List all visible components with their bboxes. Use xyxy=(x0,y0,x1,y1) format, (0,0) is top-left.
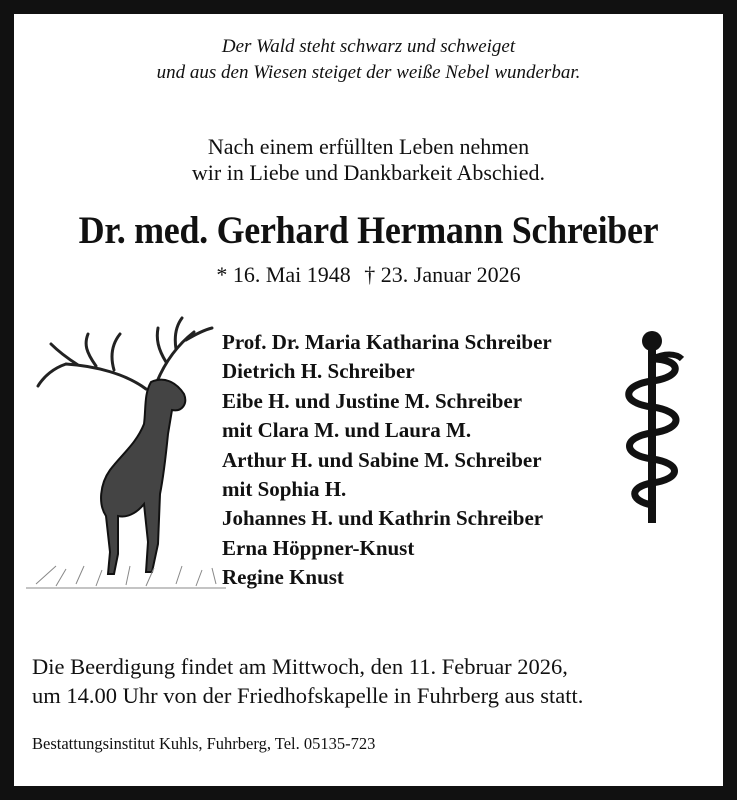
motto-poem xyxy=(14,34,723,86)
motto-line-2: und aus den Wiesen steiget der weiße Nebel wunderbar. xyxy=(156,62,581,83)
mourner-name: Arthur H. und Sabine M. Schreiber xyxy=(222,447,542,472)
intro-line-1: Nach einem erfüllten Leben nehmen xyxy=(207,134,530,159)
death-date: † 23. Januar 2026 xyxy=(364,262,521,287)
mourner-name: Erna Höppner-Knust xyxy=(222,535,415,560)
mourner-name: mit Clara M. und Laura M. xyxy=(222,418,472,443)
mourner-name: Johannes H. und Kathrin Schreiber xyxy=(222,506,544,531)
stag-icon xyxy=(26,304,226,604)
intro-line-2: wir in Liebe und Dankbarkeit Abschied. xyxy=(191,160,546,185)
birth-date: * 16. Mai 1948 xyxy=(216,262,351,287)
mourner-name: Dietrich H. Schreiber xyxy=(222,359,415,384)
mourner-name: mit Sophia H. xyxy=(222,477,347,502)
mourners-list xyxy=(222,328,552,593)
funeral-line-2: um 14.00 Uhr von der Friedhofskapelle in Fuhrberg aus statt. xyxy=(32,683,584,708)
mourner-name: Prof. Dr. Maria Katharina Schreiber xyxy=(222,330,552,354)
intro-text xyxy=(14,134,723,186)
motto-line-1: Der Wald steht schwarz und schweiget xyxy=(221,36,516,57)
mourner-name: Eibe H. und Justine M. Schreiber xyxy=(222,388,523,413)
deceased-name: Dr. med. Gerhard Hermann Schreiber xyxy=(78,208,659,252)
funeral-notice xyxy=(32,652,583,710)
funeral-line-1: Die Beerdigung findet am Mittwoch, den 11. Februar 2026, xyxy=(32,654,568,679)
mourner-name: Regine Knust xyxy=(222,565,344,590)
undertaker-contact: Bestattungsinstitut Kuhls, Fuhrberg, Tel. 05135-723 xyxy=(32,734,376,753)
rod-of-asclepius-icon xyxy=(612,329,692,529)
life-dates xyxy=(14,262,723,288)
